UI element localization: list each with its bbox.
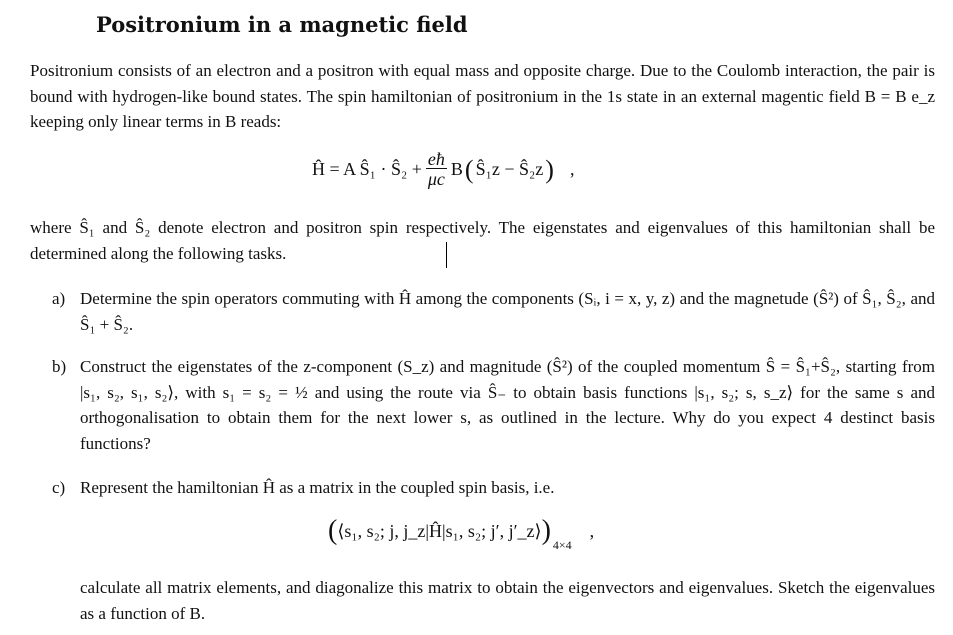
task-continuation: calculate all matrix elements, and diagonalize this matrix to obtain the eigenvectors and eigenvalues. Sketch the eigenvalues as a function of B. bbox=[80, 578, 935, 623]
text-cursor bbox=[446, 242, 447, 268]
equation-lhs: Ĥ = A Ŝ₁ · Ŝ₂ + bbox=[312, 159, 422, 179]
after-equation-paragraph: where Ŝ₁ and Ŝ₂ denote electron and positron spin respectively. The eigenstates and eigenvalues of this hamiltonian shall be determined along the following tasks. bbox=[30, 218, 935, 263]
matrix-close-paren: ) bbox=[541, 515, 551, 546]
equation-inner: Ŝ₁z − Ŝ₂z bbox=[475, 159, 544, 179]
task-label: a) bbox=[52, 289, 66, 308]
hamiltonian-equation bbox=[312, 150, 574, 189]
fraction-denominator: μc bbox=[427, 169, 445, 189]
task-label: c) bbox=[52, 478, 66, 497]
matrix-comma: , bbox=[589, 521, 595, 541]
matrix-dimension: 4×4 bbox=[552, 538, 572, 552]
task-text: Determine the spin operators commuting with Ĥ among the components (Sᵢ, i = x, y, z) and the magnetude (Ŝ²) of Ŝ₁, Ŝ₂, and Ŝ₁ + Ŝ₂. bbox=[80, 289, 935, 334]
task-text: Construct the eigenstates of the z-component (S_z) and magnitude (Ŝ²) of the coupled momentum Ŝ = Ŝ₁+Ŝ₂, starting from |s₁, s₂, s₁, s₂⟩, with s₁ = s₂ = ½ and using the route via Ŝ₋ to obtain basis functions |s₁, s₂; s, s_z⟩ for the same s and orthogonalisation to obtain them for the next lower s, as outlined in the lecture. Why do you expect 4 destinct basis functions? bbox=[80, 357, 935, 453]
fraction-numerator: eħ bbox=[427, 149, 445, 169]
intro-paragraph: Positronium consists of an electron and a positron with equal mass and opposite charge. Due to the Coulomb interaction, the pair is bound with hydrogen-like bound states. The spin hamiltonian of positronium in the 1s state in an external magentic field B = B e_z keeping only linear terms in B reads: bbox=[30, 61, 935, 131]
matrix-equation bbox=[328, 516, 594, 553]
open-paren: ( bbox=[464, 154, 474, 184]
equation-comma: , bbox=[569, 159, 575, 179]
page-title: Positronium in a magnetic field bbox=[96, 12, 468, 37]
matrix-element: ⟨s₁, s₂; j, j_z|Ĥ|s₁, s₂; j′, j′_z⟩ bbox=[337, 521, 542, 541]
close-paren: ) bbox=[545, 154, 554, 184]
equation-field: B bbox=[450, 159, 463, 179]
task-label: b) bbox=[52, 357, 67, 376]
task-text: Represent the hamiltonian Ĥ as a matrix in the coupled spin basis, i.e. bbox=[80, 478, 555, 497]
matrix-open-paren: ( bbox=[328, 515, 338, 546]
equation-fraction bbox=[426, 150, 447, 189]
